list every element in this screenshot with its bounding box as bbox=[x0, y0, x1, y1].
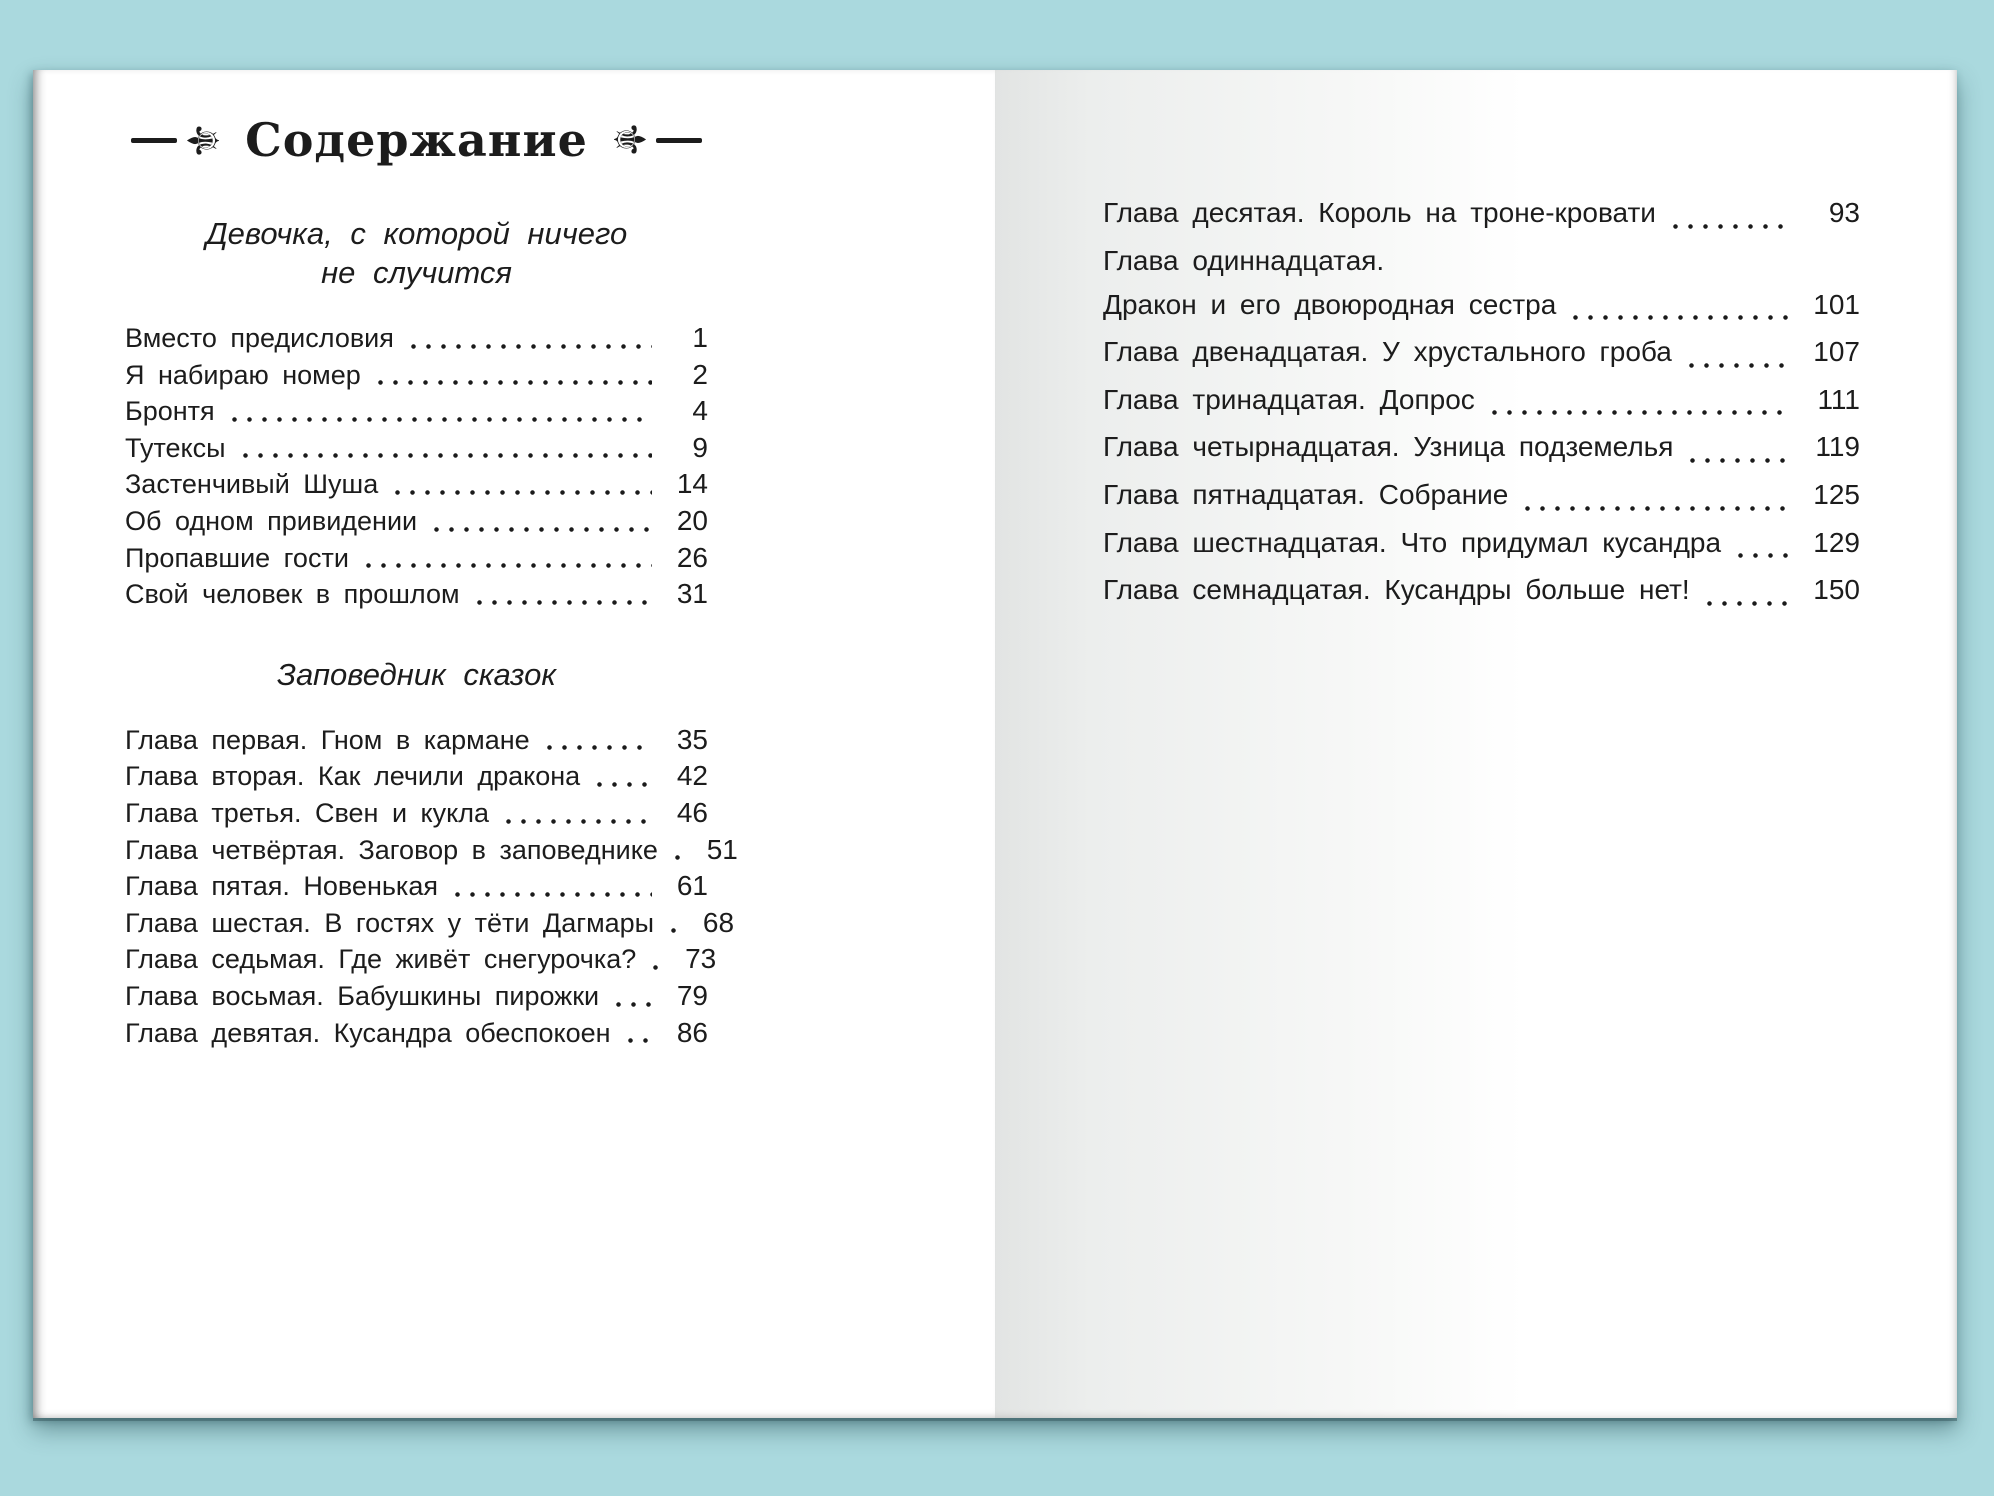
toc-entry-label: Я набираю номер bbox=[125, 359, 361, 390]
toc-entry-label: Свой человек в прошлом bbox=[125, 579, 460, 610]
toc-entry bbox=[125, 1015, 708, 1052]
dot-leader bbox=[1702, 566, 1790, 614]
toc-entry bbox=[1103, 423, 1860, 471]
toc-entry-page-number: 35 bbox=[676, 723, 708, 755]
toc-entry bbox=[1103, 566, 1860, 614]
dot-leader bbox=[1684, 328, 1790, 376]
toc-entry-label: Глава шестнадцатая. Что придумал кусандра bbox=[1103, 526, 1722, 558]
toc-entry-label: Глава пятая. Новенькая bbox=[125, 871, 438, 902]
dot-leader bbox=[623, 1015, 652, 1052]
left-page bbox=[33, 70, 995, 1418]
toc-entry bbox=[125, 576, 708, 613]
toc-entry-page-number: 111 bbox=[1817, 383, 1860, 415]
toc-entry-label: Глава шестая. В гостях у тёти Дагмары bbox=[125, 907, 655, 938]
toc-entry-label: Пропавшие гости bbox=[125, 542, 349, 573]
title-ornament-right bbox=[603, 118, 702, 162]
toc-entry bbox=[125, 540, 708, 577]
toc-entry bbox=[125, 393, 708, 430]
toc-entry bbox=[1103, 328, 1860, 376]
toc-entry-page-number: 26 bbox=[676, 541, 708, 573]
toc-entry-label: Глава третья. Свен и кукла bbox=[125, 797, 490, 828]
toc-entry-page-number: 68 bbox=[702, 906, 735, 938]
toc-entry-label: Глава четырнадцатая. Узница подземелья bbox=[1103, 431, 1674, 463]
ornament-dash bbox=[131, 138, 177, 143]
toc-entry-page-number: 125 bbox=[1813, 478, 1860, 510]
dot-leader bbox=[542, 722, 652, 759]
dot-leader bbox=[1733, 519, 1790, 567]
toc-entry-page-number: 93 bbox=[1828, 197, 1860, 228]
toc-entry-label: Вместо предисловия bbox=[125, 323, 394, 353]
toc-entry-label: Глава девятая. Кусандра обеспокоен bbox=[125, 1017, 611, 1048]
toc-entry-page-number: 61 bbox=[676, 870, 708, 902]
toc-entry bbox=[125, 320, 708, 357]
dot-leader bbox=[611, 978, 652, 1015]
toc-entry-label: Глава двенадцатая. У хрустального гроба bbox=[1103, 336, 1672, 368]
section-heading: Заповедник сказок bbox=[277, 656, 556, 692]
toc-entry-page-number: 9 bbox=[692, 431, 708, 463]
toc-entry-page-number: 4 bbox=[692, 395, 708, 427]
toc-entry-label: Глава восьмая. Бабушкины пирожки bbox=[125, 980, 600, 1011]
ornament-dash bbox=[656, 138, 702, 143]
right-page bbox=[995, 70, 1957, 1418]
toc-entry-page-number: 79 bbox=[676, 979, 708, 1011]
toc-entry-page-number: 101 bbox=[1813, 288, 1860, 320]
toc-entry bbox=[125, 466, 708, 503]
fleuron-icon: ⚜ bbox=[178, 119, 230, 161]
dot-leader bbox=[501, 795, 652, 832]
toc-entry-label: Застенчивый Шуша bbox=[125, 469, 379, 500]
dot-leader bbox=[1520, 471, 1790, 519]
toc-entry-page-number: 20 bbox=[676, 504, 708, 536]
toc-title bbox=[125, 108, 708, 172]
dot-leader bbox=[472, 576, 652, 613]
toc-entry-page-number: 129 bbox=[1813, 526, 1860, 558]
toc-list bbox=[1103, 189, 1860, 614]
toc-entry bbox=[125, 795, 708, 832]
toc-entry-label: Глава десятая. Король на троне-кровати bbox=[1103, 197, 1656, 228]
dot-leader bbox=[406, 320, 652, 357]
toc-entry-label: Глава первая. Гном в кармане bbox=[125, 724, 530, 755]
toc-entry-page-number: 31 bbox=[676, 578, 708, 610]
dot-leader bbox=[390, 466, 652, 503]
toc-list bbox=[125, 320, 708, 613]
toc-entry-page-number: 1 bbox=[692, 322, 708, 353]
toc-entry bbox=[125, 430, 708, 467]
toc-entry-label: Дракон и его двоюродная сестра bbox=[1103, 288, 1557, 320]
toc-entry-label-line1: Глава одиннадцатая. bbox=[1103, 244, 1385, 276]
dot-leader bbox=[1668, 189, 1790, 237]
toc-entry bbox=[125, 832, 738, 869]
section-heading: Девочка, с которой ничего не случится bbox=[205, 216, 628, 290]
toc-entry-page-number: 119 bbox=[1815, 431, 1860, 463]
toc-entry bbox=[125, 868, 708, 905]
toc-entry bbox=[125, 503, 708, 540]
dot-leader bbox=[592, 758, 652, 795]
toc-entry bbox=[125, 941, 717, 978]
toc-list bbox=[125, 722, 738, 1051]
book-spread bbox=[33, 70, 1957, 1418]
dot-leader bbox=[670, 832, 682, 869]
toc-entry bbox=[125, 357, 708, 394]
toc-entry-label: Бронтя bbox=[125, 396, 215, 427]
dot-leader bbox=[429, 503, 652, 540]
toc-entry-page-number: 51 bbox=[706, 833, 738, 865]
toc-entry-label: Тутексы bbox=[125, 432, 226, 463]
fleuron-icon: ⚜ bbox=[603, 119, 655, 161]
dot-leader bbox=[450, 868, 652, 905]
toc-entry-page-number: 73 bbox=[685, 943, 717, 975]
toc-sections bbox=[125, 214, 738, 1051]
toc-entry bbox=[1103, 189, 1860, 237]
toc-entry bbox=[125, 722, 708, 759]
toc-entry-page-number: 107 bbox=[1813, 336, 1860, 368]
toc-entry-label: Об одном привидении bbox=[125, 505, 418, 536]
dot-leader bbox=[1568, 281, 1790, 329]
toc-title-text: Содержание bbox=[245, 113, 588, 167]
toc-entry-label: Глава семнадцатая. Кусандры больше нет! bbox=[1103, 574, 1690, 606]
toc-entry bbox=[1103, 376, 1860, 424]
toc-entry-page-number: 2 bbox=[692, 358, 708, 390]
toc-entry bbox=[1103, 471, 1860, 519]
dot-leader bbox=[1685, 423, 1790, 471]
toc-entry bbox=[1103, 519, 1860, 567]
title-ornament-left bbox=[131, 118, 230, 162]
toc-entry-label: Глава седьмая. Где живёт снегурочка? bbox=[125, 944, 637, 975]
dot-leader bbox=[373, 357, 652, 394]
toc-entry-page-number: 86 bbox=[676, 1016, 708, 1048]
toc-entry-page-number: 42 bbox=[676, 760, 708, 792]
dot-leader bbox=[227, 393, 652, 430]
dot-leader bbox=[1487, 376, 1790, 424]
toc-entry-label: Глава пятнадцатая. Собрание bbox=[1103, 478, 1509, 510]
toc-entry bbox=[125, 905, 735, 942]
toc-entry-label: Глава четвёртая. Заговор в заповеднике bbox=[125, 834, 658, 865]
toc-entry bbox=[125, 978, 708, 1015]
toc-entry-label: Глава вторая. Как лечили дракона bbox=[125, 761, 581, 792]
toc-entry-page-number: 150 bbox=[1813, 574, 1860, 606]
toc-entry-page-number: 14 bbox=[676, 468, 708, 500]
toc-entry-page-number: 46 bbox=[676, 796, 708, 828]
toc-entry bbox=[1103, 241, 1860, 329]
dot-leader bbox=[361, 540, 652, 577]
toc-entry-label: Глава тринадцатая. Допрос bbox=[1103, 383, 1475, 415]
dot-leader bbox=[648, 941, 660, 978]
toc-entry bbox=[125, 758, 708, 795]
dot-leader bbox=[666, 905, 678, 942]
dot-leader bbox=[238, 430, 652, 467]
